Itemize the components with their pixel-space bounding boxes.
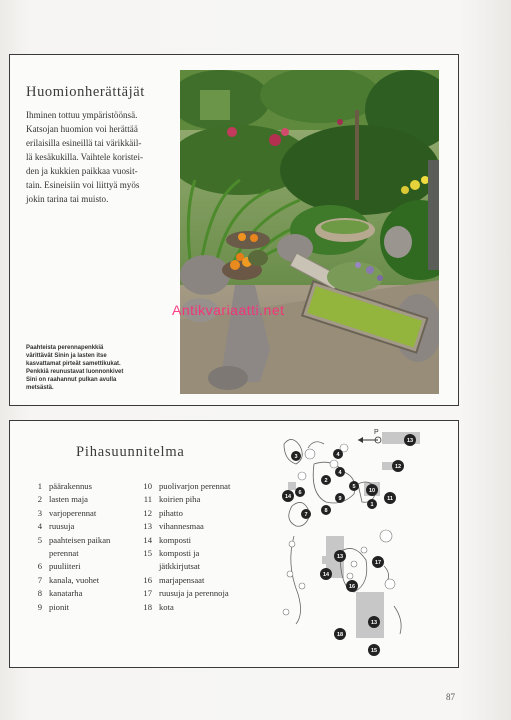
article-line: Ihminen tottuu ympäristöönsä. — [26, 110, 138, 120]
plan-tree-icon — [330, 460, 338, 468]
article-line: den ja kukkien paikkaa vuosit- — [26, 166, 138, 176]
legend-number: 3 — [37, 507, 42, 518]
page-number: 87 — [446, 692, 455, 702]
plan-title: Pihasuunnitelma — [76, 444, 185, 460]
legend-number: 16 — [143, 574, 152, 585]
legend-item — [20, 560, 140, 573]
legend-number: 7 — [37, 574, 42, 585]
legend-right — [130, 480, 260, 614]
plan-marker-13 — [404, 434, 416, 446]
legend-item — [130, 601, 260, 614]
legend-label: kota — [159, 601, 174, 612]
garden-photo-illustration — [180, 70, 439, 394]
plan-marker-13b — [334, 550, 346, 562]
legend-label: varjoperennat — [49, 507, 97, 518]
garden-plan-map — [274, 424, 424, 660]
svg-text:7: 7 — [304, 512, 308, 518]
legend-number — [130, 560, 159, 573]
legend-label: lasten maja — [49, 494, 88, 505]
legend-number: 14 — [143, 534, 152, 545]
legend-label: komposti ja — [159, 548, 200, 559]
legend-label: päärakennus — [49, 481, 92, 491]
svg-text:4: 4 — [336, 452, 340, 458]
plan-tree-icon — [283, 609, 289, 615]
legend-number — [20, 547, 49, 560]
svg-text:14: 14 — [284, 494, 292, 500]
legend-number: 2 — [37, 494, 42, 505]
legend-number: 10 — [143, 481, 152, 491]
plan-tree-icon — [287, 571, 293, 577]
plan-marker-2 — [321, 475, 331, 485]
legend-item — [130, 534, 260, 547]
legend-label: pionit — [49, 601, 70, 612]
plan-marker-13c — [368, 616, 380, 628]
caption-line: Sini on raahannut pulkan avulla — [26, 377, 117, 383]
legend-item — [130, 480, 260, 493]
article-line: tain. Esineisiin voi liittyä myös — [26, 180, 140, 190]
plan-shape-area — [356, 592, 384, 638]
legend-item — [130, 574, 260, 587]
watermark: Antikvariaatti.net — [172, 302, 285, 318]
legend-label: komposti — [159, 534, 191, 545]
legend-label: pihatto — [159, 507, 183, 518]
legend-item — [20, 520, 140, 533]
plan-marker-9 — [335, 493, 345, 503]
plan-shape-area — [322, 556, 330, 564]
svg-text:15: 15 — [370, 648, 378, 654]
plan-shape-area — [288, 482, 296, 490]
plan-tree-icon — [305, 449, 315, 459]
legend-item — [20, 574, 140, 587]
legend-label: koirien piha — [159, 494, 201, 505]
plan-marker-10 — [366, 484, 378, 496]
svg-text:17: 17 — [374, 560, 382, 566]
plan-marker-4b — [335, 467, 345, 477]
svg-text:18: 18 — [336, 632, 344, 638]
svg-text:6: 6 — [298, 490, 302, 496]
compass-icon — [358, 429, 381, 443]
legend-item — [130, 547, 260, 560]
legend-item — [130, 587, 260, 600]
plan-tree-icon — [289, 541, 295, 547]
compass-label: P — [374, 429, 379, 436]
svg-text:14: 14 — [322, 572, 330, 578]
article-body — [26, 108, 168, 206]
plan-marker-14 — [282, 490, 294, 502]
caption-line: kasvattamat pirteät samettikukat. — [26, 361, 121, 367]
svg-text:8: 8 — [324, 508, 328, 514]
legend-number: 11 — [143, 494, 152, 505]
svg-text:13: 13 — [406, 438, 414, 444]
svg-text:16: 16 — [348, 584, 356, 590]
legend-item — [20, 493, 140, 506]
legend-item — [20, 534, 140, 547]
plan-marker-16 — [346, 580, 358, 592]
article-line: erilaisilla esineillä tai värikkäil- — [26, 138, 142, 148]
plan-tree-icon — [380, 530, 392, 542]
legend-number: 17 — [143, 588, 152, 599]
plan-marker-6 — [295, 487, 305, 497]
caption-line: Paahteista perennapenkkiä — [26, 345, 104, 351]
photo-caption — [26, 344, 176, 392]
legend-number: 1 — [37, 481, 42, 491]
plan-tree-icon — [298, 472, 306, 480]
legend-label: perennat — [49, 548, 79, 559]
caption-line: Penkkiä reunustavat luonnonkivet — [26, 369, 124, 375]
garden-plan-drawing — [274, 424, 424, 660]
article-line: Katsojan huomion voi herättää — [26, 124, 138, 134]
plan-marker-4 — [333, 449, 343, 459]
legend-number: 15 — [143, 548, 152, 559]
caption-line: metsästä. — [26, 385, 54, 391]
article-heading: Huomionherättäjät — [26, 84, 145, 100]
plan-marker-17 — [372, 556, 384, 568]
legend-label: marjapensaat — [159, 574, 205, 585]
plan-marker-7 — [301, 509, 311, 519]
plan-tree-icon — [361, 547, 367, 553]
plan-tree-icon — [347, 573, 353, 579]
legend-left — [20, 480, 140, 614]
plan-marker-11 — [384, 492, 396, 504]
legend-label: kanatarha — [49, 588, 83, 599]
svg-text:9: 9 — [338, 496, 342, 502]
plan-marker-1 — [367, 499, 377, 509]
legend-item — [130, 560, 260, 573]
legend-item — [130, 507, 260, 520]
plan-marker-18 — [334, 628, 346, 640]
plan-tree-icon — [351, 561, 357, 567]
legend-label: paahteisen paikan — [49, 534, 111, 545]
legend-number: 9 — [37, 601, 42, 612]
svg-text:1: 1 — [370, 502, 374, 508]
legend-label: jätkkirjutsat — [159, 561, 201, 572]
legend-label: ruusuja ja perennoja — [159, 588, 229, 599]
legend-item — [20, 507, 140, 520]
svg-text:5: 5 — [352, 484, 356, 490]
legend-number: 12 — [143, 507, 152, 518]
legend-number: 13 — [143, 521, 152, 532]
svg-text:12: 12 — [394, 464, 402, 470]
svg-text:3: 3 — [294, 454, 298, 460]
plan-marker-15 — [368, 644, 380, 656]
article-line: jokin tarina tai muisto. — [26, 194, 109, 204]
caption-line: värittävät Sinin ja lasten itse — [26, 353, 107, 359]
legend-label: puuliiteri — [49, 561, 81, 572]
legend-item — [20, 547, 140, 560]
legend-label: vihannesmaa — [159, 521, 204, 532]
plan-marker-12 — [392, 460, 404, 472]
svg-text:13: 13 — [336, 554, 344, 560]
legend-number: 4 — [37, 521, 42, 532]
plan-tree-icon — [299, 583, 305, 589]
legend-number: 18 — [143, 601, 152, 612]
legend-item — [20, 601, 140, 614]
legend-label: puolivarjon perennat — [159, 481, 231, 491]
legend-number: 5 — [37, 534, 42, 545]
legend-item — [20, 587, 140, 600]
legend-number: 6 — [37, 561, 42, 572]
svg-text:11: 11 — [387, 496, 393, 502]
plan-marker-3 — [291, 451, 301, 461]
plan-marker-14b — [320, 568, 332, 580]
svg-text:13: 13 — [370, 620, 378, 626]
plan-marker-8 — [321, 505, 331, 515]
svg-text:10: 10 — [368, 488, 376, 494]
legend-label: kanala, vuohet — [49, 574, 100, 585]
article-line: lä kesäkukilla. Vaihtele koristei- — [26, 152, 144, 162]
legend-number: 8 — [37, 588, 42, 599]
legend-item — [20, 480, 140, 493]
plan-tree-icon — [385, 579, 395, 589]
svg-text:2: 2 — [324, 478, 328, 484]
legend-item — [130, 493, 260, 506]
garden-photo — [180, 70, 439, 394]
legend-label: ruusuja — [49, 521, 75, 532]
svg-text:4: 4 — [338, 470, 342, 476]
legend-item — [130, 520, 260, 533]
plan-marker-5 — [349, 481, 359, 491]
